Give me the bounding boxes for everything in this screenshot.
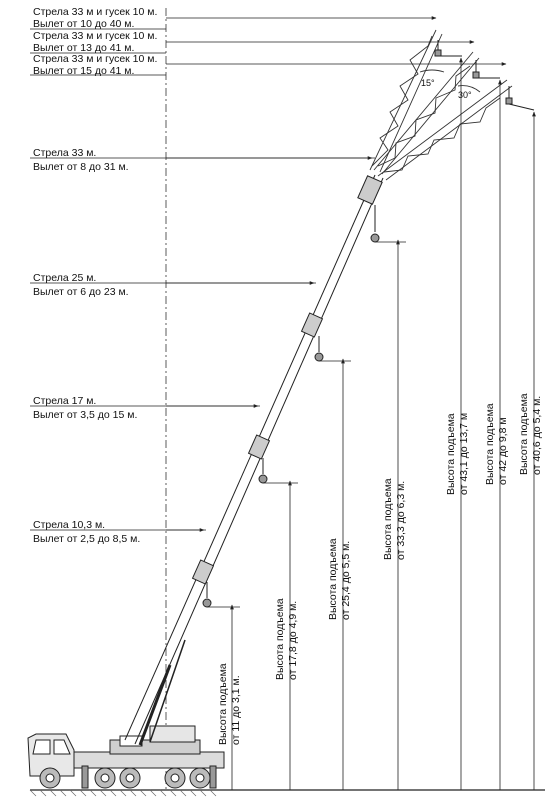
height-label-1-line2: от 11 до 3,1 м. <box>230 675 242 745</box>
reach-label-3-line2: Вылет от 15 до 41 м. <box>33 65 135 77</box>
reach-label-7-line1: Стрела 10,3 м. <box>33 519 106 531</box>
height-label-2-line1: Высота подъема <box>274 598 286 680</box>
reach-label-3-line1: Стрела 33 м и гусек 10 м. <box>33 53 158 65</box>
height-label-3-line2: от 25,4 до 5,5 м. <box>340 540 352 620</box>
height-label-2-line2: от 17,8 до 4,9 м. <box>287 600 299 680</box>
height-label-5-line2: от 43,1 до 13,7 м <box>458 412 470 495</box>
height-label-1-line1: Высота подъема <box>217 663 229 745</box>
reach-label-6-line1: Стрела 17 м. <box>33 395 97 407</box>
height-label-5-line1: Высота подъема <box>445 413 457 495</box>
reach-label-7-line2: Вылет от 2,5 до 8,5 м. <box>33 533 141 545</box>
height-label-7-line2: от 40,6 до 5,4 м. <box>531 395 543 475</box>
reach-label-1-line2: Вылет от 10 до 40 м. <box>33 18 135 30</box>
jib-hooks <box>435 40 534 110</box>
ground <box>30 790 545 796</box>
reach-label-2-line1: Стрела 33 м и гусек 10 м. <box>33 30 158 42</box>
reach-label-1-line1: Стрела 33 м и гусек 10 м. <box>33 6 158 18</box>
height-label-3-line1: Высота подъема <box>327 538 339 620</box>
height-label-6-line2: от 42 до 9,8 м <box>497 417 509 485</box>
height-label-6-line1: Высота подъема <box>484 403 496 485</box>
reach-label-2-line2: Вылет от 13 до 41 м. <box>33 42 135 54</box>
height-label-4-line1: Высота подъема <box>382 478 394 560</box>
reach-arrows <box>30 18 506 530</box>
reach-label-4-line2: Вылет от 8 до 31 м. <box>33 161 129 173</box>
main-boom <box>125 175 383 745</box>
reach-labels <box>33 6 157 545</box>
height-label-4-line2: от 33,3 до 6,3 м. <box>395 480 407 560</box>
crane-truck <box>28 726 224 788</box>
reach-label-5-line2: Вылет от 6 до 23 м. <box>33 286 129 298</box>
angle-15: 15° <box>421 78 435 88</box>
reach-label-4-line1: Стрела 33 м. <box>33 147 97 159</box>
reach-label-6-line2: Вылет от 3,5 до 15 м. <box>33 409 138 421</box>
angle-30: 30° <box>458 90 472 100</box>
reach-label-5-line1: Стрела 25 м. <box>33 272 97 284</box>
height-label-7-line1: Высота подъема <box>518 393 530 475</box>
